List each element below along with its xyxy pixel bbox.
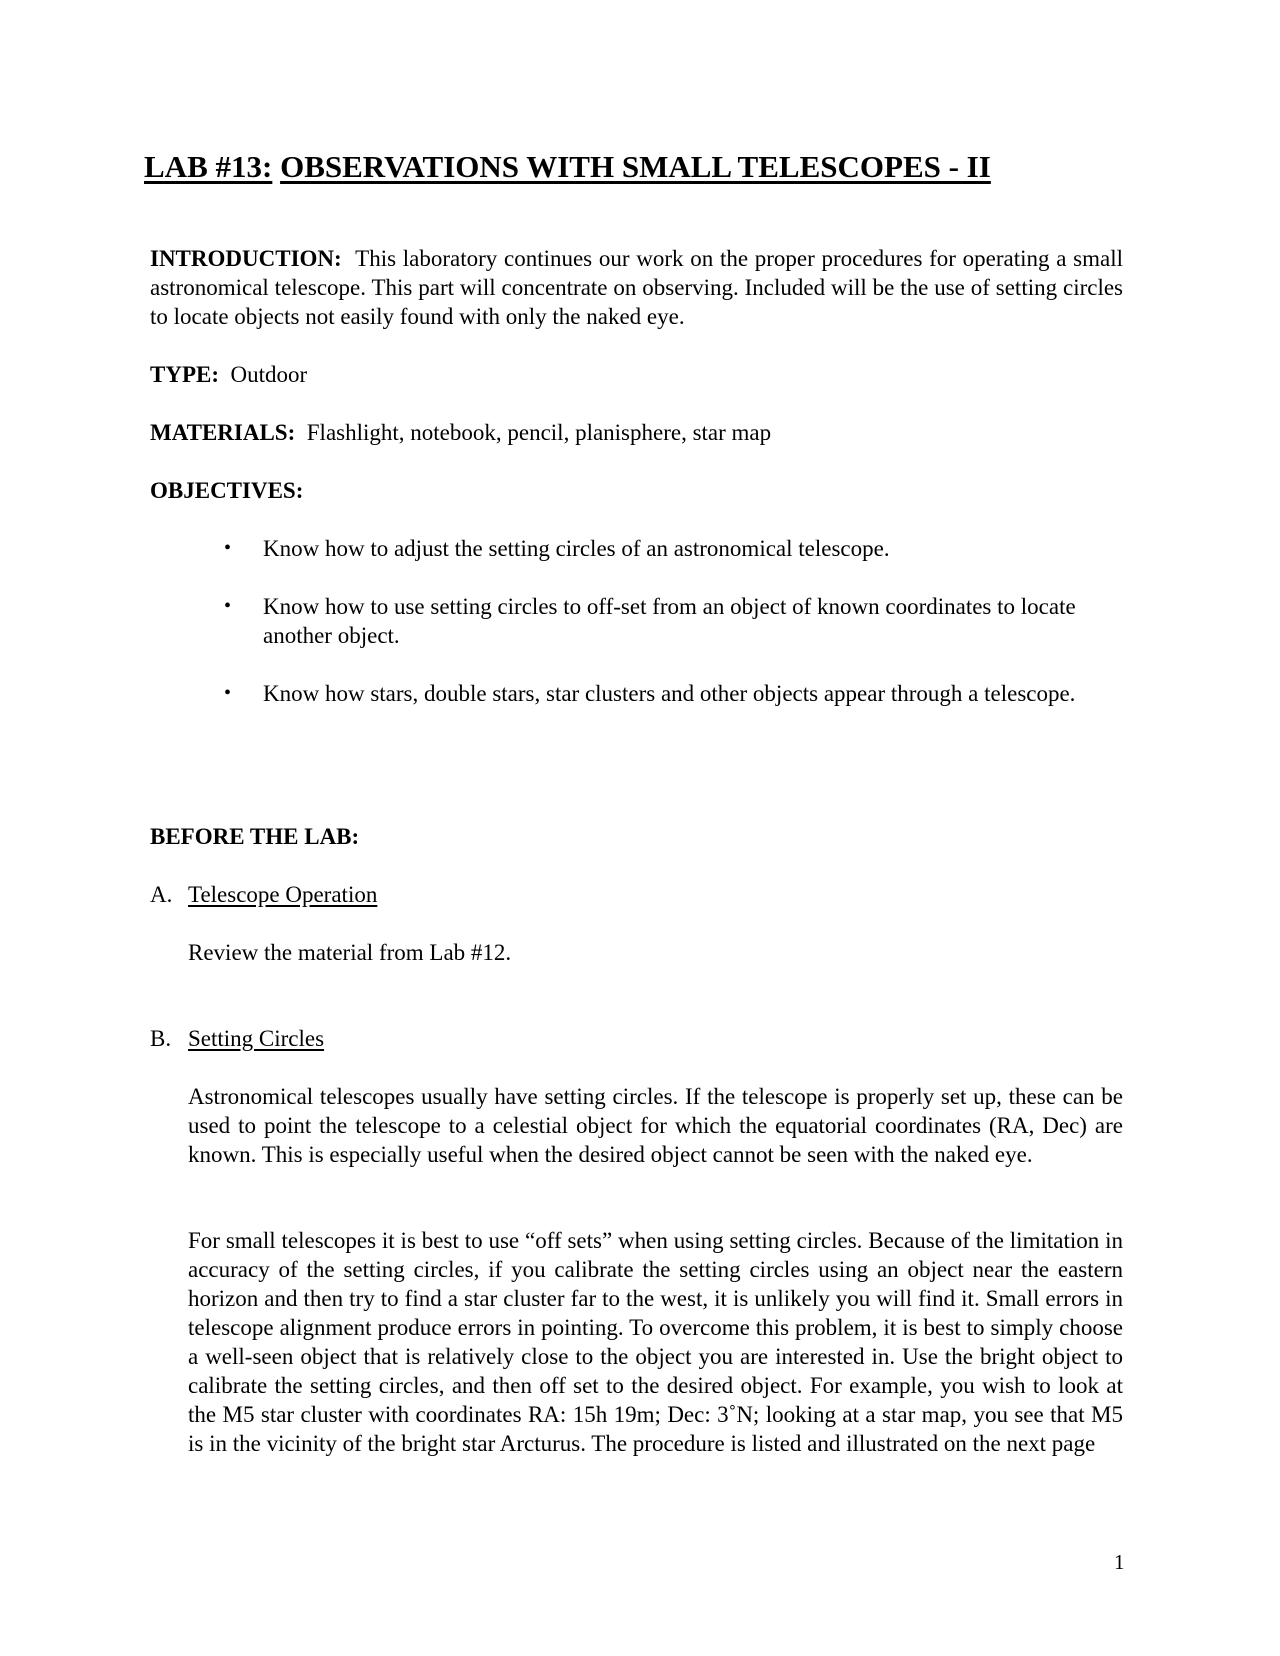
objective-item-1: Know how to adjust the setting circles of an astronomical telescope. [263,536,890,561]
objective-item-3: Know how stars, double stars, star clusters and other objects appear through a telescope. [263,681,1076,706]
page-number: 1 [1114,1550,1125,1574]
section-b-paragraph-1: Astronomical telescopes usually have setting circles. If the telescope is properly set up, these can be used to point the telescope to a celestial object for which the equatorial coordinates (RA, Dec) are known. This is especially useful when the desired object cannot be seen with the naked eye. [188,1084,1123,1167]
section-a-letter: A. [150,882,173,907]
bullet-icon: • [224,537,232,559]
type-value: Outdoor [230,362,308,387]
bullet-icon: • [224,595,232,617]
section-b-letter: B. [150,1026,172,1051]
type-line [150,360,307,389]
title-lab-number: LAB #13: [144,149,273,184]
introduction-text: This laboratory continues our work on the proper procedures for operating a small astronomical telescope. This part will concentrate on observing. Included will be the use of setting circles to locate objects not easily found with only the naked eye. [150,246,1124,329]
section-b-heading: Setting Circles [188,1026,325,1051]
bullet-icon: • [224,682,232,704]
objectives-heading: OBJECTIVES: [150,478,304,503]
introduction-paragraph [150,244,1123,331]
materials-line [150,418,771,447]
materials-label: MATERIALS: [150,420,296,445]
page-title [144,148,991,185]
materials-value: Flashlight, notebook, pencil, planisphere, star map [306,420,772,445]
before-lab-heading: BEFORE THE LAB: [150,824,360,849]
objective-item-2: Know how to use setting circles to off-set from an object of known coordinates to locate another object. [263,594,1076,648]
title-main: OBSERVATIONS WITH SMALL TELESCOPES - II [280,149,991,184]
section-a-paragraph: Review the material from Lab #12. [188,940,512,965]
type-label: TYPE: [150,362,219,387]
section-a-heading: Telescope Operation [188,882,378,907]
introduction-label: INTRODUCTION: [150,246,342,271]
section-b-paragraph-2: For small telescopes it is best to use “off sets” when using setting circles. Because of the limitation in accuracy of the setting circles, if you calibrate the setting circles using an object near the eastern horizon and then try to find a star cluster far to the west, it is unlikely you will find it. Small errors in telescope alignment produce errors in pointing. To overcome this problem, it is best to simply choose a well-seen object that is relatively close to the object you are interested in. Use the bright object to calibrate the setting circles, and then off set to the desired object. For example, you wish to look at the M5 star cluster with coordinates RA: 15h 19m; Dec: 3˚N; looking at a star map, you see that M5 is in the vicinity of the bright star Arcturus. The procedure is listed and illustrated on the next page [188,1228,1123,1456]
